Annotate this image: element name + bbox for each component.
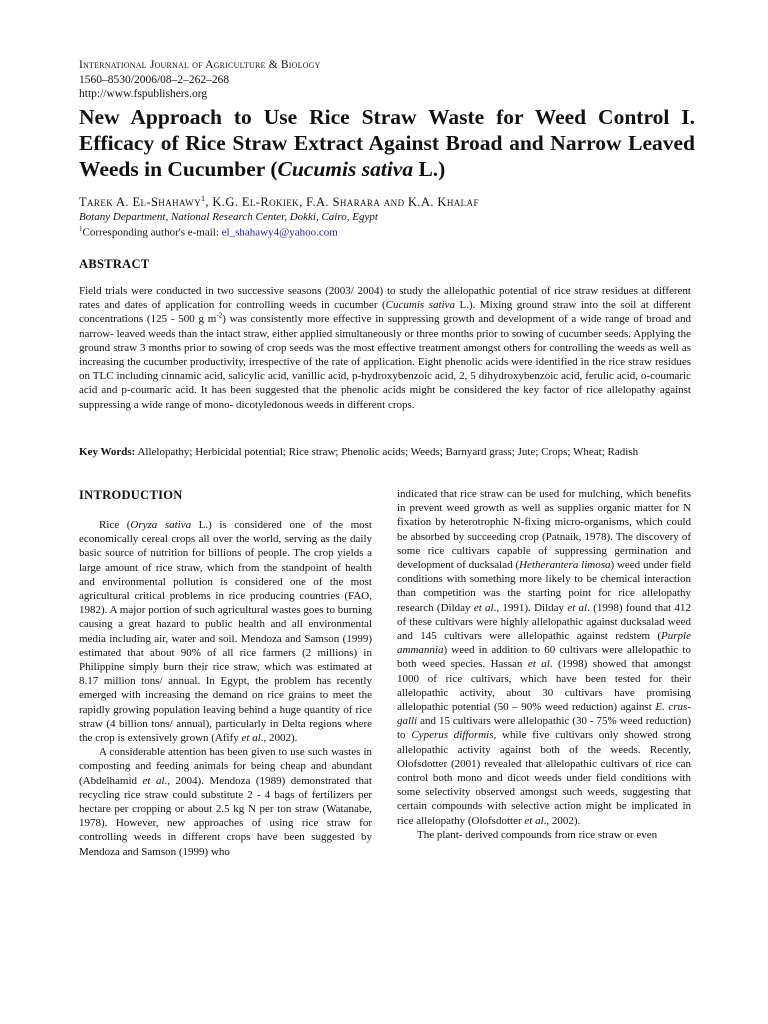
keywords-text: Allelopathy; Herbicidal potential; Rice straw; Phenolic acids; Weeds; Barnyard grass; Jute; Crops; Wheat; Radish	[135, 446, 639, 458]
abstract-part: Field trials were conducted in two successive seasons (2003/ 2004) to study the allelopathic potential of rice straw residues at different rates and dates of application for controlling weeds in cucumber (	[79, 285, 691, 312]
correspondence-line	[79, 225, 338, 239]
text-run: indicated that rice straw can be used for mulching, which benefits in prevent weed growth as well as supplies organic matter for N fixation by heterotrophic N-fixing micro-organisms, which could be absorbed by succeeding crop (Patnaik, 1978). The discovery of some rice cultivars capable of suppressing germination and development of ducksalad (	[397, 488, 691, 572]
species-name: Oryza sativa	[130, 519, 192, 531]
title-main: New Approach to Use Rice Straw Waste for Weed Control I. Efficacy of Rice Straw Extract Against Broad and Narrow Leaved Weeds in Cucumber (	[79, 105, 695, 181]
title-tail: L.)	[413, 157, 446, 181]
text-run: Rice (	[99, 519, 131, 531]
species-name: Cyperus difformis	[411, 729, 494, 742]
text-run: and 15 cultivars were allelopathic (30 - 75% weed reduction) to	[397, 715, 691, 742]
author-email-link[interactable]: el_shahawy4@yahoo.com	[221, 226, 338, 239]
species-name: Hetherantera limosa	[519, 559, 611, 572]
text-run: L.) is considered one of the most economically cereal crops all over the world, serving as the daily basic source of nutrition for billions of people. The crop yields a large amount of rice straw, which from the standpoint of health and environmental pollution is considered one of the most agricultural critical problems in rice producing countries (FAO, 1982). A major portion of such agricultural wastes goes to burning causing a great hazard to public health and all environmental media including air, water and soil. Mendoza and Samson (1999) estimated that about 90% of all rice farmers (2 millions) in Philippine simply burn their rice straw, which was estimated at 8.17 million tons/ annual. In Egypt, the problem has recently emerged with increasing the demand on rice grains to meet the rapidly growing population leaving behind a huge quantity of rice straw (4 billion tons/ annual), particularly in Delta regions where the crop is extensively grown (Afify	[79, 519, 372, 745]
issn-line: 1560–8530/2006/08–2–262–268	[79, 74, 230, 86]
species-name: Purple ammannia	[397, 630, 691, 657]
journal-name: International Journal of Agriculture & Biology	[79, 59, 321, 71]
author-footnote-mark: 1	[200, 194, 206, 203]
text-run: ) weed under field conditions with something more likely to be chemical interaction than competition was the starting point for rice allelopathy research (Dilday	[397, 559, 691, 614]
abstract-superscript: -2	[216, 311, 223, 320]
abstract-species: Cucumis sativa	[385, 299, 455, 312]
correspondence-mark: 1	[79, 225, 83, 233]
keywords-label: Key Words:	[79, 446, 136, 458]
author-list	[79, 194, 479, 210]
keywords	[79, 445, 691, 459]
left-column	[79, 518, 372, 859]
text-run: A considerable attention has been given to use such wastes in composting and feeding animals for being cheap and abundant (Abdelhamid	[79, 746, 372, 787]
et-al: et al	[241, 732, 261, 745]
right-column	[397, 487, 691, 842]
intro-paragraph-4: The plant- derived compounds from rice straw or even	[417, 828, 658, 841]
first-author: Tarek A. El-Shahawy	[79, 195, 201, 210]
abstract-part: ) was consistently more effective in suppressing growth and development of a wide range of broad and narrow- leaved weeds than the intact straw, either applied simultaneously or three months prior to sowing of cucumber seeds. Applying the ground straw 3 months prior to sowing of crop seeds was the most effective treatment amongst others for controlling the weeds as well as increasing the cucumber productivity, irrespective of the rate of application. Eight phenolic acids were identified in the rice straw residues on TLC including cinnamic acid, salicylic acid, vanillic acid, p-hydroxybenzoic acid, 2, 5 dihydroxybenzoic acid, ferulic acid, o-coumaric acid and p-coumaric acid. It has been suggested that the phenolic acids might be considered the key factor of rice allelopathy against suppressing a wide range of mono- dicotyledonous weeds in different crops.	[79, 313, 692, 411]
journal-url[interactable]: http://www.fspublishers.org	[79, 88, 208, 100]
et-al: et al	[473, 601, 494, 614]
et-al: et al	[524, 814, 544, 827]
intro-paragraph-3	[397, 487, 691, 828]
paper-title	[79, 104, 695, 182]
species-name: E. crus-galli	[397, 701, 691, 728]
correspondence-label: Corresponding author's e-mail:	[82, 226, 222, 239]
text-run: . (1998) showed that amongst 1000 of rice cultivars, which have been tested for their allelopathic activity, about 30 cultivars have promising allelopathic potential (50 – 90% weed reduction) against	[397, 658, 691, 714]
intro-paragraph-1	[79, 518, 372, 745]
text-run: ., 2004). Mendoza (1989) demonstrated that recycling rice straw could substitute 2 - 4 bags of fertilizers per hectare per cropping or about 2.5 kg N per ton straw (Watanabe, 1978). However, new approaches of using rice straw for controlling weeds in different crops have been suggested by Mendoza and Samson (1999) who	[79, 774, 372, 858]
text-run: ., 1991). Dilday	[493, 601, 568, 614]
other-authors: , K.G. El-Rokiek, F.A. Sharara and K.A. Khalaf	[205, 195, 479, 210]
intro-paragraph-2	[79, 745, 372, 859]
abstract-text	[79, 284, 691, 412]
abstract-part: L.). Mixing ground straw into the soil at different concentrations (125 - 500 g m	[79, 299, 691, 326]
introduction-heading: INTRODUCTION	[79, 488, 183, 502]
et-al: et al	[142, 774, 165, 787]
text-run: ) weed in addition to 60 cultivars were allelopathic to both weed species. Hassan	[397, 644, 691, 671]
text-run: . (1998) found that 412 of these cultivars were highly allelopathic against ducksalad weed and 145 cultivars were allelopathic against redstem (	[397, 601, 692, 643]
affiliation: Botany Department, National Research Center, Dokki, Cairo, Egypt	[79, 211, 378, 223]
text-run: , while five cultivars only showed strong allelopathic activity against both of the weeds. Recently, Olofsdotter (2001) revealed that allelopathic cultivars of rice can control both mono and dicot weeds under field conditions with some selectivity observed amongst such weeds, suggesting that certain compounds with selective action might be implicated in rice allelopathy (Olofsdotter	[397, 729, 691, 827]
et-al: et al	[527, 658, 550, 671]
text-run: ., 2002).	[543, 814, 581, 827]
text-run: ., 2002).	[260, 732, 298, 745]
title-species: Cucumis sativa	[277, 157, 414, 181]
et-al: et al	[567, 601, 588, 614]
abstract-heading: ABSTRACT	[79, 257, 150, 271]
